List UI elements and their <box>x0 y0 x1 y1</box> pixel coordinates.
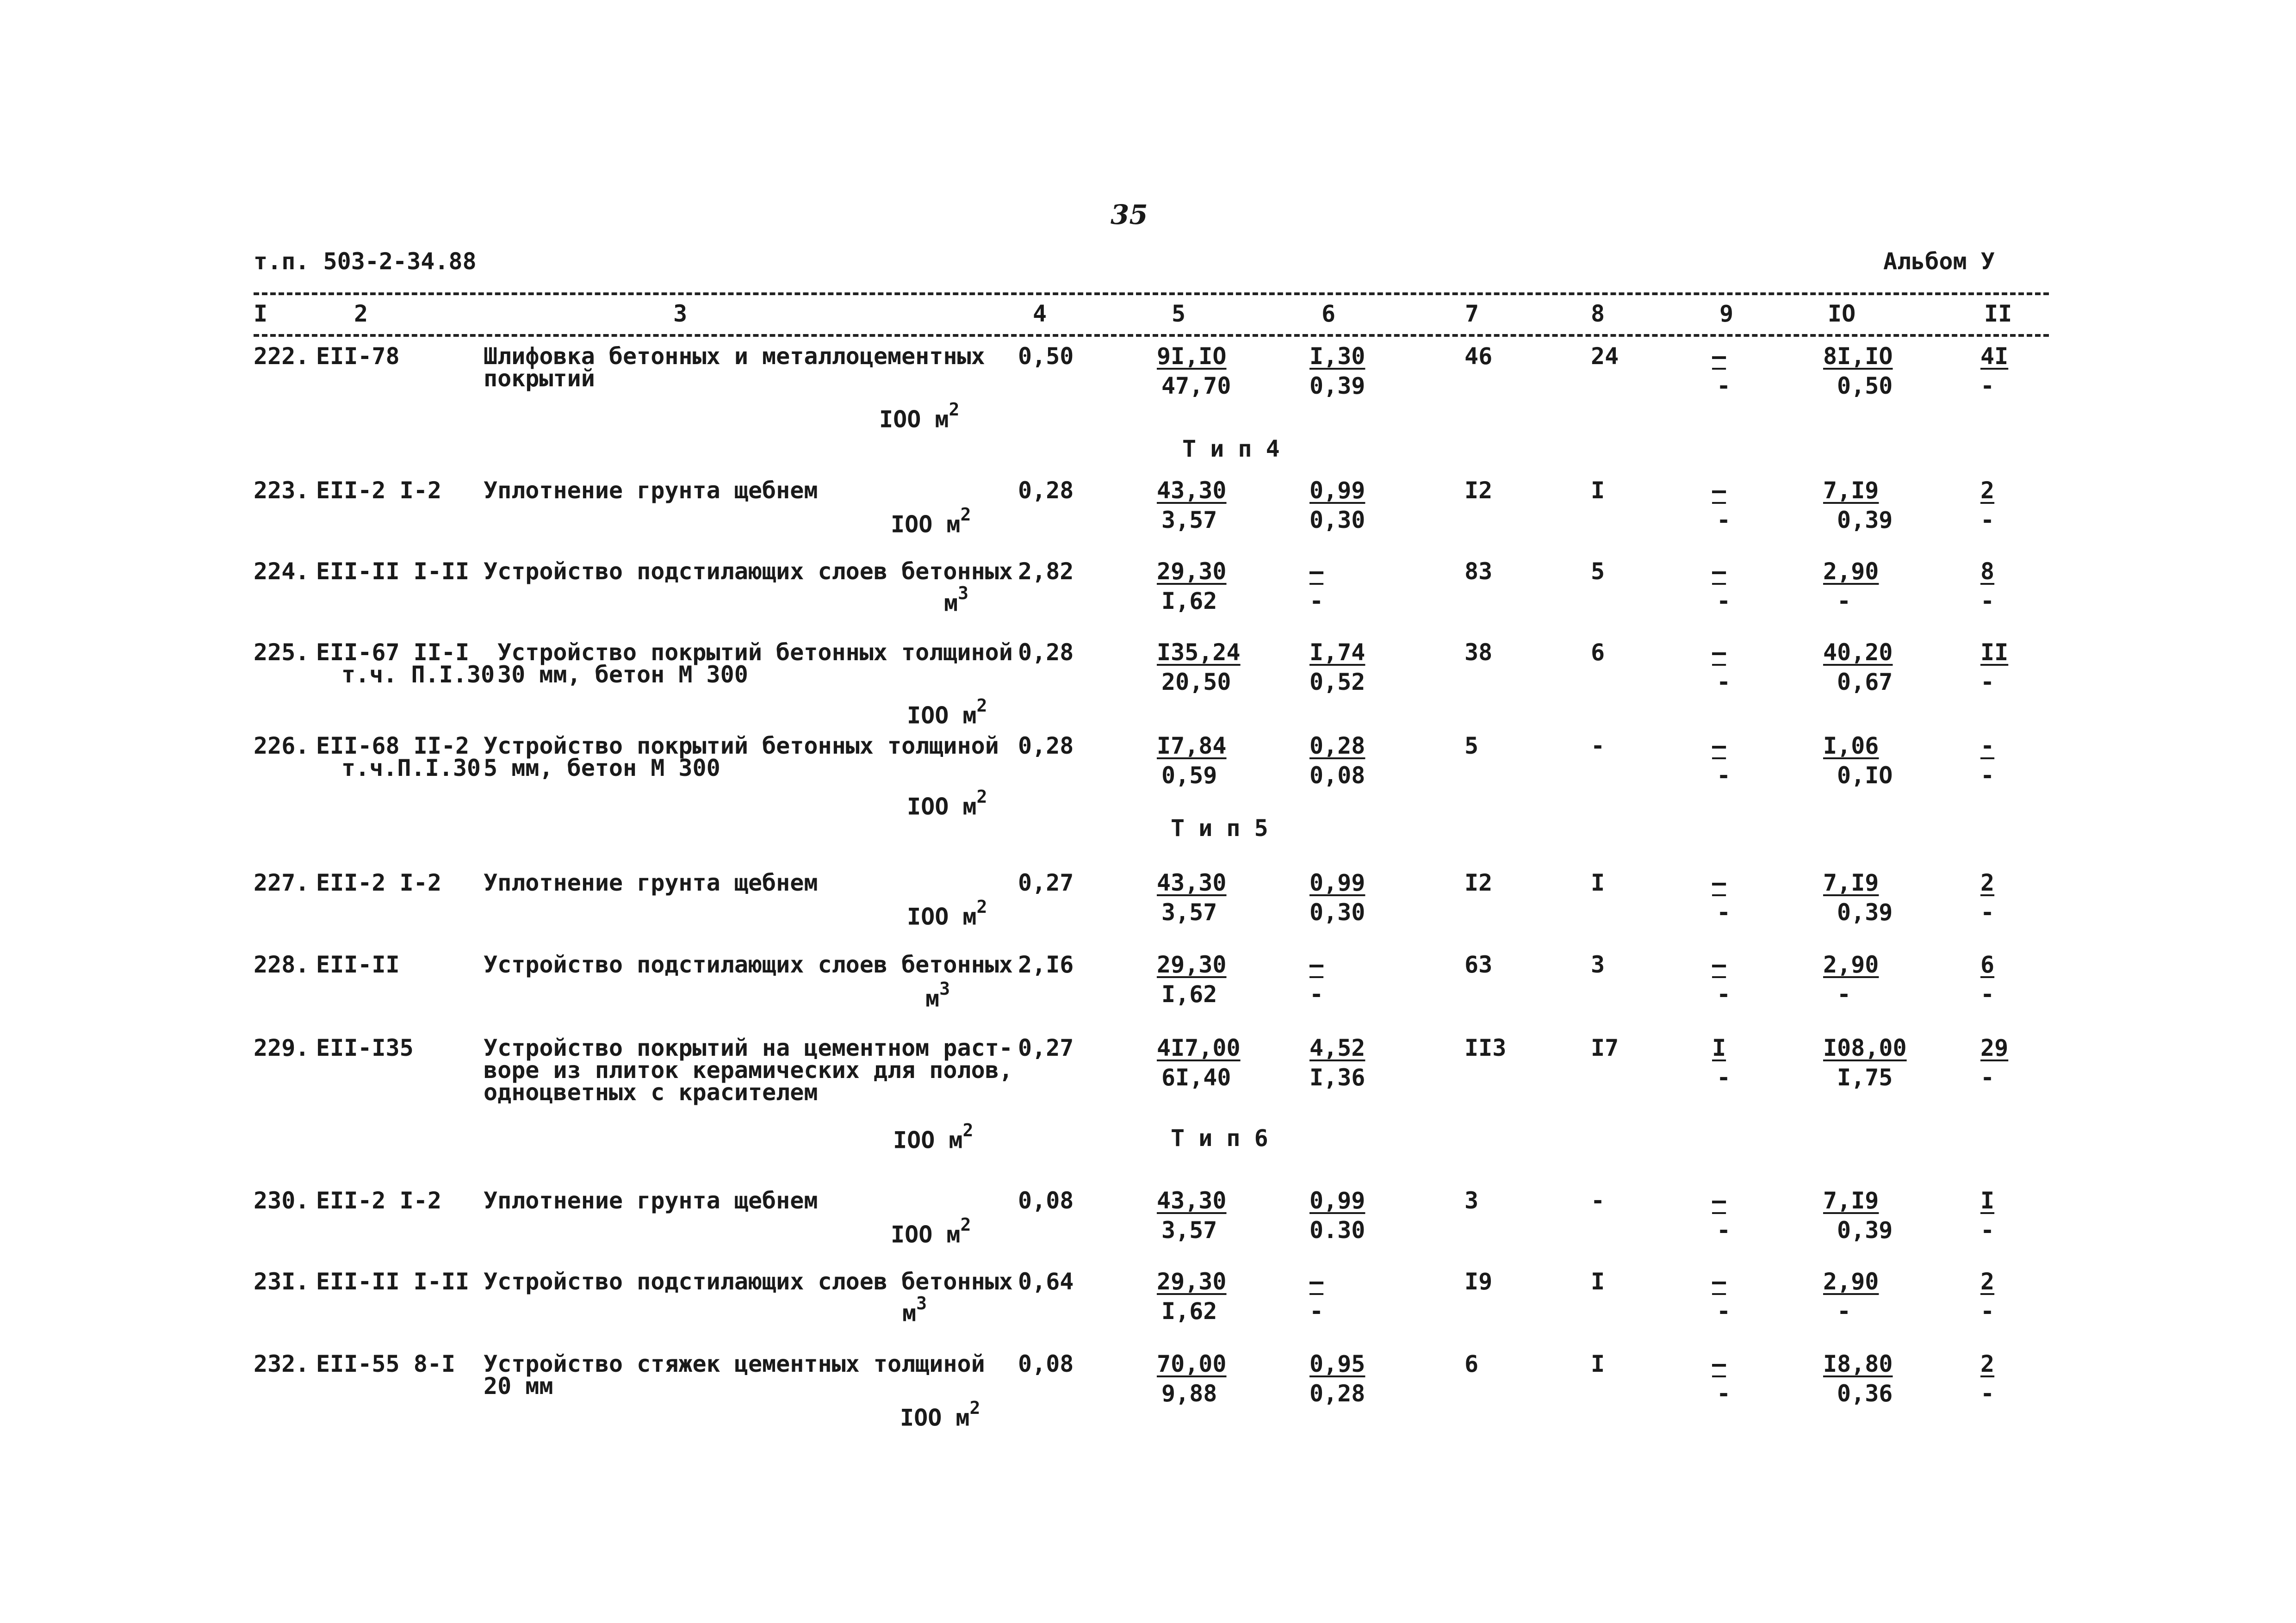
machine-cost: 4,52 <box>1309 1035 1365 1061</box>
machine-cost: I,30 <box>1309 343 1365 370</box>
work-description-line: Устройство подстилающих слоев бетонных <box>484 1268 1013 1295</box>
labor-value: 3 <box>1464 1187 1479 1214</box>
col11-top: 2 <box>1980 1350 1995 1377</box>
total-cost: 2,90 <box>1823 951 1879 978</box>
cost-total: 29,30 <box>1157 951 1227 978</box>
cost-wages: 3,57 <box>1161 899 1217 926</box>
row-number: 228. <box>254 951 310 978</box>
section-heading-tip6: Т и п 6 <box>1171 1125 1268 1152</box>
col9-top: – <box>1712 1350 1726 1377</box>
machine-cost: 0,99 <box>1309 869 1365 896</box>
total-wages: 0,39 <box>1837 899 1893 926</box>
col11-top: 8 <box>1980 558 1995 585</box>
col11-bottom: - <box>1980 1217 1995 1244</box>
rate-code: ЕII-2 I-2 <box>316 477 441 504</box>
labor-value: 83 <box>1464 558 1493 585</box>
cost-wages: 3,57 <box>1161 507 1217 533</box>
machine-wages: 0,30 <box>1309 899 1365 926</box>
col-header-5: 5 <box>1172 300 1186 327</box>
work-description-line: Устройство подстилающих слоев бетонных <box>484 951 1013 978</box>
col11-bottom: - <box>1980 981 1995 1008</box>
row-number: 229. <box>254 1035 310 1061</box>
measure-unit <box>902 1293 927 1327</box>
labor-machine-value: - <box>1591 1187 1605 1214</box>
col9-top: – <box>1712 558 1726 585</box>
measure-unit-base: IOO м <box>907 702 977 729</box>
col9-bottom: - <box>1717 1064 1731 1091</box>
cost-wages: 9,88 <box>1161 1380 1217 1407</box>
col11-bottom: - <box>1980 899 1995 926</box>
cost-total: 70,00 <box>1157 1350 1227 1377</box>
labor-machine-value: I7 <box>1591 1035 1619 1061</box>
total-cost: 8I,IO <box>1823 343 1893 370</box>
col9-top: – <box>1712 477 1726 504</box>
labor-value: 46 <box>1464 343 1493 370</box>
measure-unit <box>891 1214 971 1249</box>
total-wages: - <box>1837 1298 1851 1325</box>
measure-unit-base: IOO м <box>891 1221 961 1248</box>
cost-total: 43,30 <box>1157 477 1227 504</box>
total-wages: 0,36 <box>1837 1380 1893 1407</box>
col9-top: – <box>1712 951 1726 978</box>
labor-value: I2 <box>1464 869 1493 896</box>
total-cost: 7,I9 <box>1823 1187 1879 1214</box>
cost-wages: I,62 <box>1161 1298 1217 1325</box>
labor-machine-value: I <box>1591 1350 1605 1377</box>
rate-code: ЕII-55 8-I <box>316 1350 456 1377</box>
total-cost: 2,90 <box>1823 558 1879 585</box>
measure-unit <box>891 504 971 539</box>
measure-unit-base: IOO м <box>893 1127 963 1154</box>
machine-wages: - <box>1309 1298 1324 1325</box>
cost-total: 43,30 <box>1157 1187 1227 1214</box>
rate-code: ЕII-II <box>316 951 400 978</box>
col9-top: – <box>1712 1268 1726 1295</box>
measure-unit <box>900 1398 980 1432</box>
quantity-value: 0,27 <box>1018 869 1074 896</box>
col9-bottom: - <box>1717 588 1731 614</box>
col9-bottom: - <box>1717 1380 1731 1407</box>
cost-wages: 0,59 <box>1161 762 1217 789</box>
work-description-line: Устройство подстилающих слоев бетонных <box>484 558 1013 585</box>
measure-unit-exponent: 3 <box>916 1293 927 1313</box>
col11-bottom: - <box>1980 507 1995 533</box>
page-number: 35 <box>1111 199 1148 230</box>
measure-unit-base: IOO м <box>891 511 961 538</box>
col9-bottom: - <box>1717 1217 1731 1244</box>
work-description-line: Уплотнение грунта щебнем <box>484 477 818 504</box>
work-description-line: 20 мм <box>484 1373 553 1400</box>
work-description-line: 30 мм, бетон М 300 <box>497 661 748 688</box>
labor-value: 63 <box>1464 951 1493 978</box>
machine-wages: 0,08 <box>1309 762 1365 789</box>
col9-bottom: - <box>1717 669 1731 695</box>
row-number: 223. <box>254 477 310 504</box>
col9-top: – <box>1712 1187 1726 1214</box>
measure-unit-exponent: 3 <box>958 583 968 603</box>
machine-cost: – <box>1309 558 1324 585</box>
machine-cost: 0,99 <box>1309 1187 1365 1214</box>
col-header-4: 4 <box>1033 300 1047 327</box>
col9-bottom: - <box>1717 507 1731 533</box>
row-number: 230. <box>254 1187 310 1214</box>
row-number: 227. <box>254 869 310 896</box>
cost-wages: 3,57 <box>1161 1217 1217 1244</box>
labor-value: I2 <box>1464 477 1493 504</box>
labor-value: 5 <box>1464 732 1479 759</box>
col11-top: 29 <box>1980 1035 2009 1061</box>
quantity-value: 2,82 <box>1018 558 1074 585</box>
quantity-value: 0,08 <box>1018 1350 1074 1377</box>
quantity-value: 0,08 <box>1018 1187 1074 1214</box>
work-description-line: Устройство стяжек цементных толщиной <box>484 1350 985 1377</box>
col11-top: 2 <box>1980 869 1995 896</box>
machine-wages: - <box>1309 981 1324 1008</box>
row-number: 226. <box>254 732 310 759</box>
col-header-6: 6 <box>1322 300 1336 327</box>
labor-machine-value: 3 <box>1591 951 1605 978</box>
cost-wages: 6I,40 <box>1161 1064 1231 1091</box>
cost-total: I35,24 <box>1157 639 1241 666</box>
labor-value: II3 <box>1464 1035 1507 1061</box>
measure-unit <box>907 695 987 730</box>
col11-top: 2 <box>1980 1268 1995 1295</box>
col-header-1: I <box>254 300 268 327</box>
work-description-line: Устройство покрытий на цементном раст- <box>484 1035 1013 1061</box>
work-description-line: Уплотнение грунта щебнем <box>484 1187 818 1214</box>
row-number: 222. <box>254 343 310 370</box>
col11-top: I <box>1980 1187 1995 1214</box>
cost-total: 29,30 <box>1157 558 1227 585</box>
quantity-value: 0,28 <box>1018 732 1074 759</box>
measure-unit-exponent: 2 <box>969 1398 980 1418</box>
labor-value: 6 <box>1464 1350 1479 1377</box>
measure-unit-base: м <box>944 589 958 617</box>
col9-top: I <box>1712 1035 1726 1061</box>
measure-unit-exponent: 2 <box>962 1120 974 1140</box>
total-cost: 7,I9 <box>1823 477 1879 504</box>
work-description-line: покрытий <box>484 365 595 392</box>
machine-wages: 0,30 <box>1309 507 1365 533</box>
header-bottom-rule <box>254 334 2049 337</box>
col11-bottom: - <box>1980 1298 1995 1325</box>
total-wages: 0,IO <box>1837 762 1893 789</box>
measure-unit <box>907 787 987 821</box>
row-number: 23I. <box>254 1268 310 1295</box>
col11-top: - <box>1980 732 1995 759</box>
cost-wages: 20,50 <box>1161 669 1231 695</box>
quantity-value: 2,I6 <box>1018 951 1074 978</box>
rate-code: ЕII-II I-II <box>316 558 470 585</box>
col11-bottom: - <box>1980 1380 1995 1407</box>
labor-value: I9 <box>1464 1268 1493 1295</box>
rate-code: ЕII-2 I-2 <box>316 869 441 896</box>
work-description-line: Уплотнение грунта щебнем <box>484 869 818 896</box>
total-cost: 2,90 <box>1823 1268 1879 1295</box>
work-description-line: Устройство покрытий бетонных толщиной <box>497 639 1013 666</box>
document-code: т.п. 503-2-34.88 <box>254 248 477 275</box>
quantity-value: 0,28 <box>1018 477 1074 504</box>
measure-unit-exponent: 2 <box>960 1214 971 1235</box>
cost-wages: I,62 <box>1161 588 1217 614</box>
measure-unit-base: IOO м <box>907 793 977 820</box>
col9-top: – <box>1712 732 1726 759</box>
col-header-7: 7 <box>1465 300 1479 327</box>
labor-machine-value: I <box>1591 1268 1605 1295</box>
col9-bottom: - <box>1717 981 1731 1008</box>
measure-unit-exponent: 2 <box>976 897 987 917</box>
col11-bottom: - <box>1980 669 1995 695</box>
row-number: 225. <box>254 639 310 666</box>
col11-top: 4I <box>1980 343 2009 370</box>
work-description-line: Шлифовка бетонных и металлоцементных <box>484 343 985 370</box>
col-header-3: 3 <box>673 300 688 327</box>
header-top-rule <box>254 292 2049 295</box>
cost-wages: I,62 <box>1161 981 1217 1008</box>
measure-unit-base: IOO м <box>907 903 977 930</box>
labor-machine-value: I <box>1591 477 1605 504</box>
col9-top: – <box>1712 869 1726 896</box>
total-wages: I,75 <box>1837 1064 1893 1091</box>
col9-top: – <box>1712 639 1726 666</box>
machine-cost: 0,99 <box>1309 477 1365 504</box>
machine-wages: 0,52 <box>1309 669 1365 695</box>
measure-unit-base: м <box>925 985 940 1012</box>
work-description-line: Устройство покрытий бетонных толщиной <box>484 732 999 759</box>
rate-code: ЕII-II I-II <box>316 1268 470 1295</box>
machine-wages: 0.30 <box>1309 1217 1365 1244</box>
cost-total: 4I7,00 <box>1157 1035 1241 1061</box>
measure-unit-base: IOO м <box>900 1404 970 1431</box>
cost-wages: 47,70 <box>1161 372 1231 399</box>
col11-bottom: - <box>1980 372 1995 399</box>
col11-bottom: - <box>1980 588 1995 614</box>
labor-machine-value: 24 <box>1591 343 1619 370</box>
machine-wages: I,36 <box>1309 1064 1365 1091</box>
measure-unit-exponent: 2 <box>960 504 971 525</box>
measure-unit-exponent: 2 <box>976 695 987 716</box>
machine-wages: 0,39 <box>1309 372 1365 399</box>
machine-cost: 0,28 <box>1309 732 1365 759</box>
measure-unit <box>879 399 959 434</box>
col-header-8: 8 <box>1591 300 1605 327</box>
measure-unit-base: м <box>902 1300 917 1327</box>
quantity-value: 0,50 <box>1018 343 1074 370</box>
col11-top: II <box>1980 639 2009 666</box>
col-header-10: IO <box>1828 300 1856 327</box>
col11-bottom: - <box>1980 1064 1995 1091</box>
machine-cost: I,74 <box>1309 639 1365 666</box>
rate-code-note: т.ч. П.I.30 <box>341 661 495 688</box>
col11-top: 6 <box>1980 951 1995 978</box>
col11-bottom: - <box>1980 762 1995 789</box>
col9-top: – <box>1712 343 1726 370</box>
measure-unit-base: IOO м <box>879 406 949 433</box>
col-header-11: II <box>1984 300 2012 327</box>
album-label: Альбом У <box>1883 248 1995 275</box>
rate-code-note: т.ч.П.I.30 <box>341 755 481 781</box>
quantity-value: 0,28 <box>1018 639 1074 666</box>
total-cost: I08,00 <box>1823 1035 1907 1061</box>
cost-total: 9I,IO <box>1157 343 1227 370</box>
labor-value: 38 <box>1464 639 1493 666</box>
quantity-value: 0,27 <box>1018 1035 1074 1061</box>
machine-cost: – <box>1309 951 1324 978</box>
section-heading-tip4: Т и п 4 <box>1182 435 1280 462</box>
col9-bottom: - <box>1717 372 1731 399</box>
col-header-2: 2 <box>354 300 368 327</box>
measure-unit <box>907 897 987 931</box>
machine-cost: – <box>1309 1268 1324 1295</box>
total-wages: 0,39 <box>1837 1217 1893 1244</box>
total-wages: 0,67 <box>1837 669 1893 695</box>
total-wages: - <box>1837 981 1851 1008</box>
measure-unit <box>925 979 950 1013</box>
measure-unit-exponent: 3 <box>939 979 950 999</box>
rate-code: ЕII-68 II-2 <box>316 732 470 759</box>
col9-bottom: - <box>1717 762 1731 789</box>
total-wages: - <box>1837 588 1851 614</box>
labor-machine-value: I <box>1591 869 1605 896</box>
machine-wages: 0,28 <box>1309 1380 1365 1407</box>
cost-total: 43,30 <box>1157 869 1227 896</box>
total-cost: 7,I9 <box>1823 869 1879 896</box>
total-cost: I8,80 <box>1823 1350 1893 1377</box>
rate-code: ЕII-78 <box>316 343 400 370</box>
quantity-value: 0,64 <box>1018 1268 1074 1295</box>
work-description-line: воре из плиток керамических для полов, <box>484 1057 1013 1084</box>
machine-wages: - <box>1309 588 1324 614</box>
rate-code: ЕII-I35 <box>316 1035 414 1061</box>
total-cost: I,06 <box>1823 732 1879 759</box>
measure-unit <box>944 583 968 617</box>
labor-machine-value: 5 <box>1591 558 1605 585</box>
work-description-line: 5 мм, бетон М 300 <box>484 755 720 781</box>
rate-code: ЕII-2 I-2 <box>316 1187 441 1214</box>
total-wages: 0,39 <box>1837 507 1893 533</box>
cost-total: 29,30 <box>1157 1268 1227 1295</box>
col9-bottom: - <box>1717 1298 1731 1325</box>
cost-total: I7,84 <box>1157 732 1227 759</box>
col-header-9: 9 <box>1719 300 1734 327</box>
labor-machine-value: - <box>1591 732 1605 759</box>
rate-code: ЕII-67 II-I <box>316 639 470 666</box>
col9-bottom: - <box>1717 899 1731 926</box>
col11-top: 2 <box>1980 477 1995 504</box>
section-heading-tip5: Т и п 5 <box>1171 815 1268 842</box>
total-wages: 0,50 <box>1837 372 1893 399</box>
work-description-line: одноцветных с красителем <box>484 1079 818 1106</box>
total-cost: 40,20 <box>1823 639 1893 666</box>
row-number: 224. <box>254 558 310 585</box>
labor-machine-value: 6 <box>1591 639 1605 666</box>
row-number: 232. <box>254 1350 310 1377</box>
measure-unit-exponent: 2 <box>949 399 960 420</box>
measure-unit <box>893 1120 973 1154</box>
measure-unit-exponent: 2 <box>976 787 987 807</box>
machine-cost: 0,95 <box>1309 1350 1365 1377</box>
